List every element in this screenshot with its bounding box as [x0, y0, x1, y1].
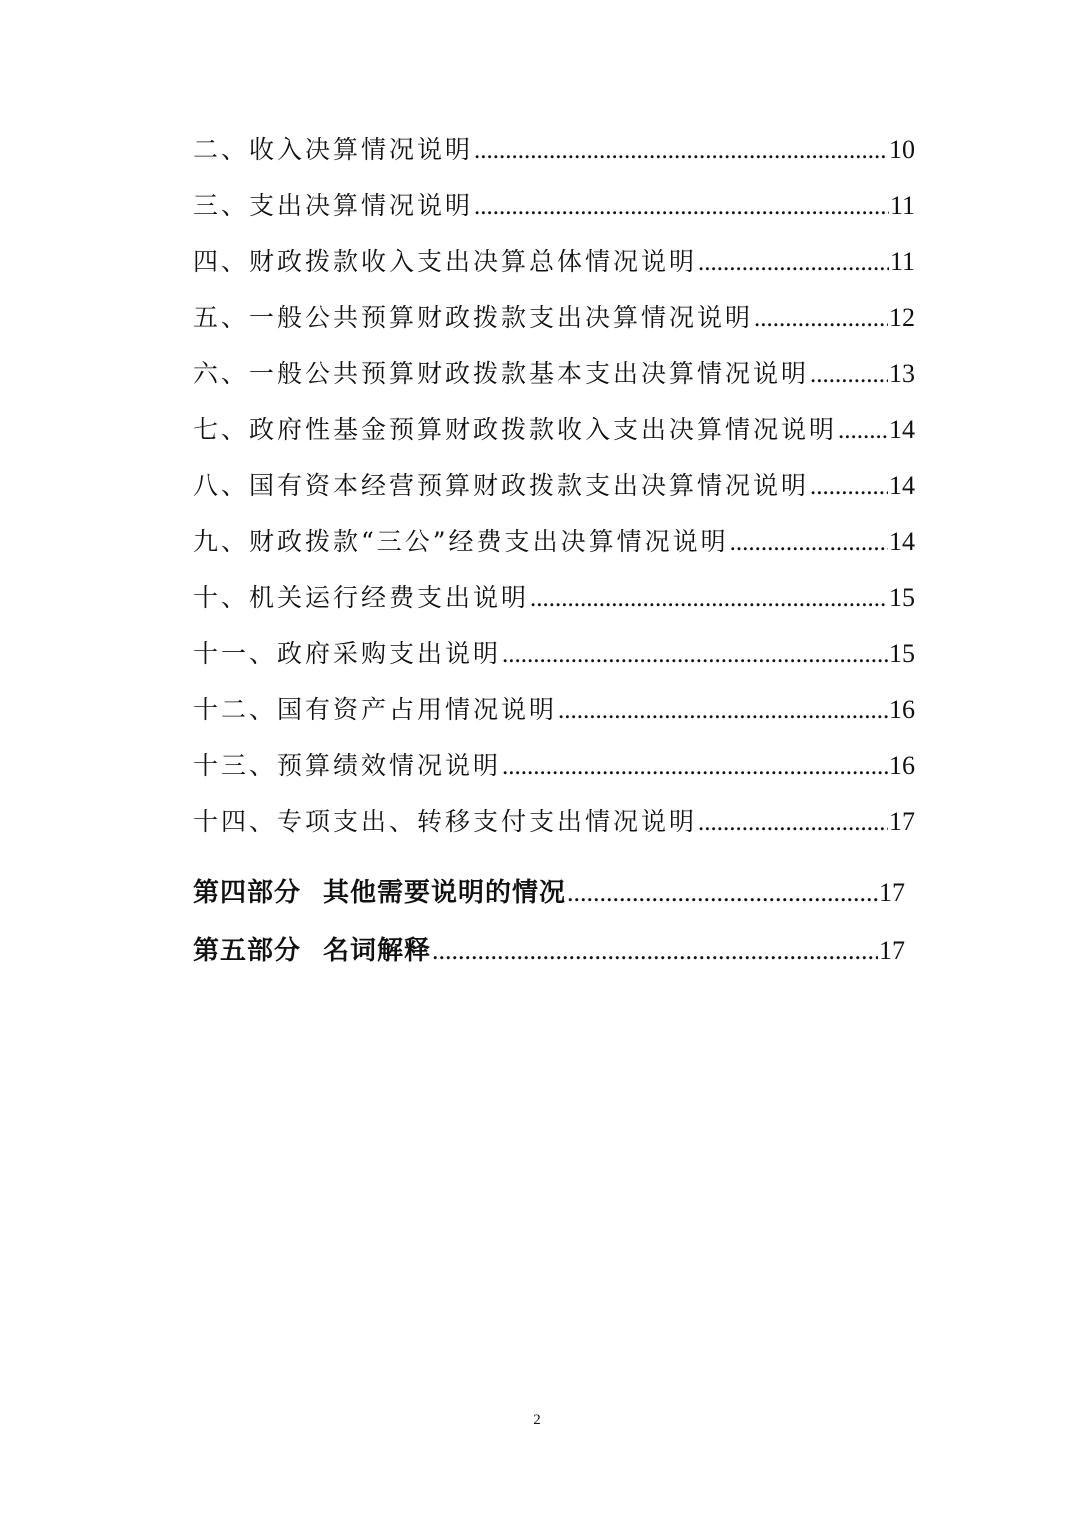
- toc-entry-title: 十三、预算绩效情况说明: [193, 751, 502, 780]
- toc-part-heading: [193, 930, 431, 967]
- toc-entry-page: 16: [889, 695, 915, 724]
- dot-leader: [810, 361, 888, 389]
- toc-part-title: 其他需要说明的情况: [323, 878, 567, 908]
- toc-entry-title: 十二、国有资产占用情况说明: [193, 695, 558, 724]
- dot-leader: [567, 878, 878, 908]
- toc-entry[interactable]: [193, 186, 915, 242]
- toc-entry-title: 十四、专项支出、转移支付支出情况说明: [193, 807, 698, 836]
- dot-leader: [730, 529, 888, 557]
- toc-part-page: 17: [879, 878, 905, 907]
- toc-part-entry[interactable]: [193, 872, 905, 930]
- toc-entry-page: 16: [889, 751, 915, 780]
- toc-part-heading: [193, 872, 566, 909]
- dot-leader: [474, 137, 888, 165]
- toc-part-page: 17: [879, 936, 905, 965]
- toc-part-label: 第五部分: [193, 936, 302, 966]
- toc-entry-title: 六、一般公共预算财政拨款基本支出决算情况说明: [193, 359, 810, 388]
- toc-entry-page: 17: [889, 807, 915, 836]
- toc-entry[interactable]: [193, 130, 915, 186]
- toc-entry-title: 三、支出决算情况说明: [193, 191, 474, 220]
- toc-entry-title: 十、机关运行经费支出说明: [193, 583, 530, 612]
- toc-entry-page: 14: [889, 527, 915, 556]
- toc-entry-title: 九、财政拨款“三公”经费支出决算情况说明: [193, 527, 729, 556]
- toc-entry[interactable]: [193, 242, 915, 298]
- toc-entry-title: 八、国有资本经营预算财政拨款支出决算情况说明: [193, 471, 810, 500]
- toc-entry-title: 七、政府性基金预算财政拨款收入支出决算情况说明: [193, 415, 838, 444]
- toc-part-title: 名词解释: [323, 936, 432, 966]
- toc-entry-page: 11: [889, 191, 915, 220]
- table-of-contents: [193, 130, 915, 988]
- dot-leader: [502, 641, 888, 669]
- toc-entry-page: 14: [889, 471, 915, 500]
- toc-entry[interactable]: [193, 522, 915, 578]
- dot-leader: [754, 305, 888, 333]
- toc-entry-page: 15: [889, 583, 915, 612]
- dot-leader: [810, 473, 888, 501]
- toc-entry[interactable]: [193, 578, 915, 634]
- toc-part-entry[interactable]: [193, 930, 905, 988]
- page-number: 2: [533, 1412, 541, 1428]
- toc-entry[interactable]: [193, 466, 915, 522]
- dot-leader: [838, 417, 888, 445]
- toc-entry[interactable]: [193, 746, 915, 802]
- toc-entry-page: 13: [889, 359, 915, 388]
- dot-leader: [698, 249, 889, 277]
- toc-entry-title: 五、一般公共预算财政拨款支出决算情况说明: [193, 303, 754, 332]
- toc-entry[interactable]: [193, 690, 915, 746]
- toc-entry-page: 10: [889, 135, 915, 164]
- toc-entry[interactable]: [193, 298, 915, 354]
- dot-leader: [432, 936, 878, 966]
- dot-leader: [474, 193, 889, 221]
- toc-entry-title: 四、财政拨款收入支出决算总体情况说明: [193, 247, 698, 276]
- toc-entry-page: 14: [889, 415, 915, 444]
- toc-entry[interactable]: [193, 634, 915, 690]
- dot-leader: [502, 753, 888, 781]
- dot-leader: [698, 809, 888, 837]
- toc-entry-page: 15: [889, 639, 915, 668]
- toc-entry-page: 11: [889, 247, 915, 276]
- toc-entry[interactable]: [193, 354, 915, 410]
- toc-entry[interactable]: [193, 410, 915, 466]
- toc-part-label: 第四部分: [193, 878, 302, 908]
- dot-leader: [530, 585, 888, 613]
- toc-entry-title: 十一、政府采购支出说明: [193, 639, 502, 668]
- dot-leader: [558, 697, 888, 725]
- toc-entry[interactable]: [193, 802, 915, 858]
- toc-entry-page: 12: [889, 303, 915, 332]
- toc-entry-title: 二、收入决算情况说明: [193, 135, 474, 164]
